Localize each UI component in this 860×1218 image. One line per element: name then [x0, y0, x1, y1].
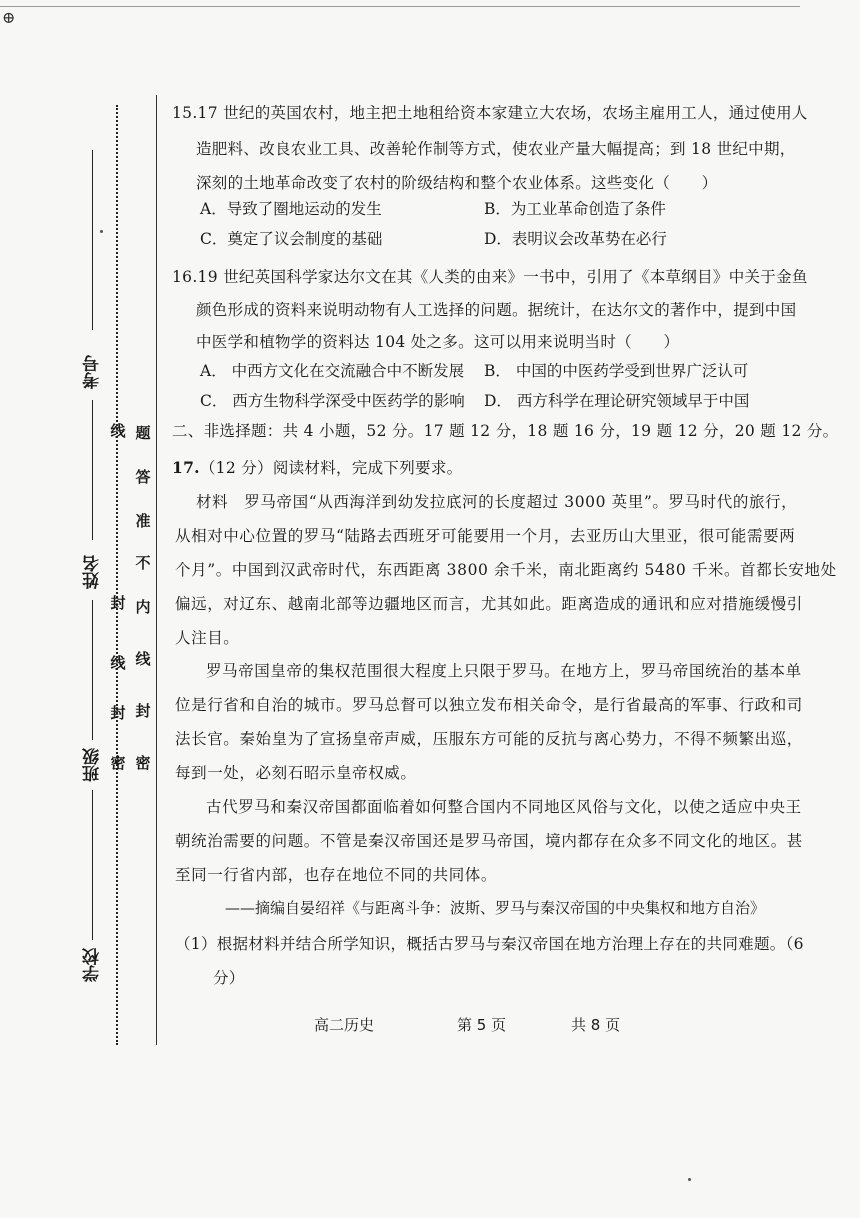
crop-mark-icon: ⊕ — [2, 8, 16, 27]
material-line: 个月”。中国到汉武帝时代，东西距离 3800 余千米，南北距离约 5480 千米。首都长安地处 — [175, 561, 837, 579]
seal-char: 不 — [135, 554, 151, 572]
option-a: A． 中西方文化在交流融合中不断发展 — [200, 362, 465, 380]
school-label: 学校 — [83, 948, 103, 982]
material-line: 古代罗马和秦汉帝国都面临着如何整合国内不同地区风俗与文化，以使之适应中央王 — [206, 798, 802, 816]
question-text-line: 15.17 世纪的英国农村，地主把土地租给资本家建立大农场，农场主雇用工人，通过使用人 — [172, 104, 808, 122]
material-line: 罗马帝国皇帝的集权范围很大程度上只限于罗马。在地方上，罗马帝国统治的基本单 — [206, 662, 802, 680]
question-text-line: 深刻的土地革命改变了农村的阶级结构和整个农业体系。这些变化（ ） — [196, 174, 718, 192]
material-line: 至同一行省内部，也存在地位不同的共同体。 — [175, 866, 498, 884]
footer-total-pages: 共 8 页 — [571, 1016, 621, 1034]
scan-speck — [100, 230, 103, 233]
option-c: C．奠定了议会制度的基础 — [200, 230, 383, 248]
option-a: A．导致了圈地运动的发生 — [200, 200, 382, 218]
option-b: B．为工业革命创造了条件 — [484, 200, 666, 218]
material-line: 偏远，对辽东、越南北部等边疆地区而言，尤其如此。距离造成的通讯和应对措施缓慢引 — [175, 595, 803, 613]
seal-char: 封 — [110, 594, 126, 612]
exam-no-blank — [92, 150, 93, 330]
question-text-line: 16.19 世纪英国科学家达尔文在其《人类的由来》一书中，引用了《本草纲目》中关于金鱼 — [172, 268, 808, 286]
footer-page-number: 第 5 页 — [457, 1016, 507, 1034]
option-b: B． 中国的中医药学受到世界广泛认可 — [484, 362, 749, 380]
seal-char: 线 — [110, 654, 126, 672]
class-blank — [92, 600, 93, 740]
seal-char: 密 — [135, 754, 151, 772]
question-heading — [172, 456, 462, 478]
material-line: 位是行省和自治的城市。罗马总督可以独立发布相关命令，是行省最高的军事、行政和司 — [175, 696, 803, 714]
seal-char: 密 — [110, 754, 126, 772]
material-source: ——摘编自晏绍祥《与距离斗争：波斯、罗马与秦汉帝国的中央集权和地方自治》 — [225, 899, 766, 917]
option-d: D． 西方科学在理论研究领域早于中国 — [484, 392, 750, 410]
question-text-line: 造肥料、改良农业工具、改善轮作制等方式，使农业产量大幅提高；到 18 世纪中期， — [196, 140, 796, 158]
seal-char: 答 — [135, 468, 151, 486]
seal-char: 线 — [110, 422, 126, 440]
seal-char: 题 — [135, 424, 151, 442]
name-blank — [92, 400, 93, 540]
question-number: 17. — [172, 458, 200, 477]
material-line: 从相对中心位置的罗马“陆路去西班牙可能要用一个月，去亚历山大里亚，很可能需要两 — [175, 527, 796, 545]
material-line: 人注目。 — [175, 629, 240, 647]
seal-char: 封 — [135, 702, 151, 720]
option-c: C． 西方生物科学深受中医药学的影响 — [200, 392, 465, 410]
seal-char: 内 — [135, 598, 151, 616]
question-text-line: 颜色形成的资料来说明动物有人工选择的问题。据统计，在达尔文的著作中，提到中国 — [196, 301, 797, 319]
material-line: 法长官。秦始皇为了宣扬皇帝声威，压服东方可能的反抗与离心势力，不得不频繁出巡， — [175, 730, 803, 748]
scan-speck — [688, 1178, 691, 1181]
material-line: 材料 罗马帝国“从西海洋到幼发拉底河的长度超过 3000 英里”。罗马时代的旅行， — [196, 493, 798, 511]
scan-top-line — [0, 6, 800, 7]
seal-char: 线 — [135, 650, 151, 668]
exam-no-label: 考号 — [83, 355, 103, 389]
sub-question-1-cont: 分） — [213, 969, 245, 987]
question-text-line: 中医学和植物学的资料达 104 处之多。这可以用来说明当时（ ） — [196, 333, 680, 351]
margin-border-line — [156, 95, 157, 1045]
option-d: D．表明议会改革势在必行 — [484, 230, 667, 248]
section-heading: 二、非选择题：共 4 小题，52 分。17 题 12 分，18 题 16 分，19 题 12 分，20 题 12 分。 — [172, 422, 839, 440]
seal-char: 封 — [110, 704, 126, 722]
sub-question-1: （1）根据材料并结合所学知识，概括古罗马与秦汉帝国在地方治理上存在的共同难题。（6 — [175, 935, 804, 953]
name-label: 姓名 — [83, 555, 103, 589]
footer-subject: 高二历史 — [314, 1016, 375, 1034]
seal-char: 准 — [135, 512, 151, 530]
class-label: 班级 — [83, 748, 103, 782]
outer-dotted-seal-line — [116, 105, 118, 1045]
question-instruction: （12 分）阅读材料，完成下列要求。 — [199, 459, 463, 477]
material-line: 每到一处，必刻石昭示皇帝权威。 — [175, 764, 417, 782]
school-blank — [92, 790, 93, 940]
material-line: 朝统治需要的问题。不管是秦汉帝国还是罗马帝国，境内都存在众多不同文化的地区。甚 — [175, 832, 803, 850]
